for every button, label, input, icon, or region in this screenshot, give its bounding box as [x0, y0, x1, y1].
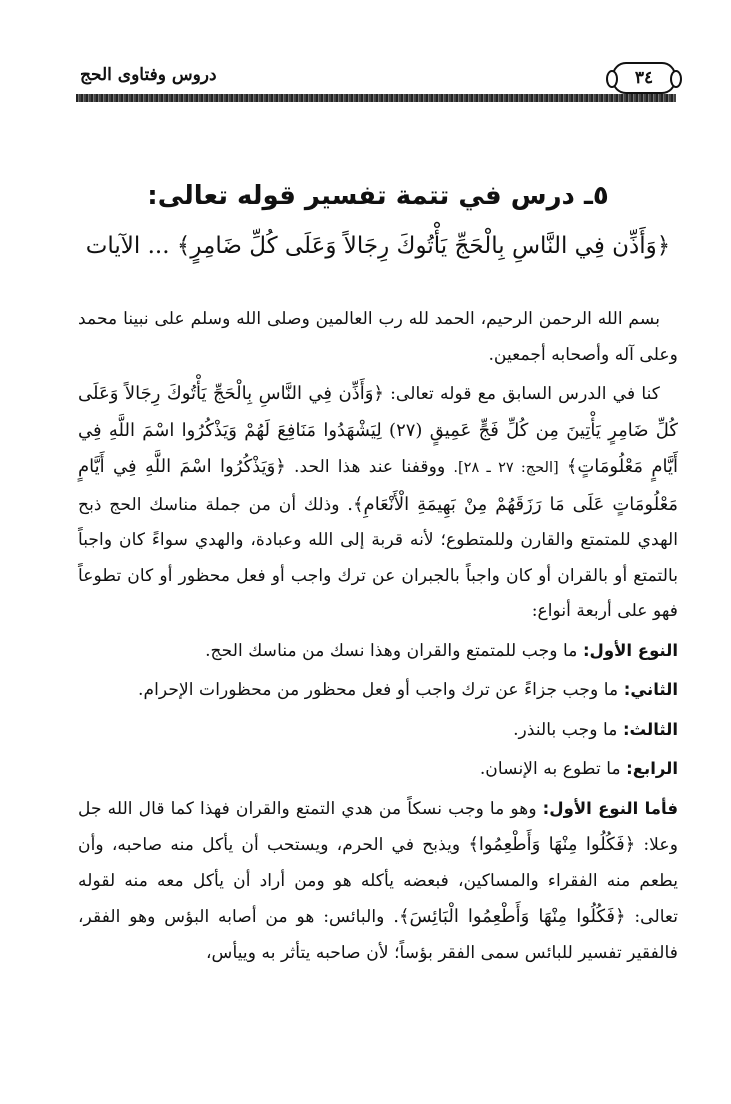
quran-verse: ﴿فَكُلُوا مِنْهَا وَأَطْعِمُوا﴾: [468, 834, 636, 855]
type-four-label: الرابع:: [626, 759, 678, 778]
type-one-label: النوع الأول:: [582, 640, 678, 660]
lesson-subtitle: [78, 226, 678, 266]
page-number: ٣٤: [612, 62, 676, 94]
p3-text1: وهو ما وجب نسكاً من هدي التمتع والقران فهذا كما قال الله جل وعلا:: [78, 798, 678, 855]
subtitle-verse: ﴿وَأَذِّن فِي النَّاسِ بِالْحَجِّ يَأْتُوكَ رِجَالاً وَعَلَى كُلِّ ضَامِرٍ﴾: [176, 233, 671, 259]
page-header: [76, 62, 676, 92]
type-four-text: ما تطوع به الإنسان.: [479, 759, 621, 779]
page-body: [78, 176, 678, 974]
paragraph-basmala: بسم الله الرحمن الرحيم، الحمد لله رب العالمين وصلى الله وسلم على نبينا محمد وعلى آله وأصحابه أجمعين.: [78, 309, 678, 365]
type-one-text: ما وجب للمتمتع والقران وهذا نسك من مناسك الحج.: [205, 640, 578, 661]
quran-verse: ﴿وَأَذِّن فِي النَّاسِ بِالْحَجِّ يَأْتُوكَ رِجَالاً وَعَلَى كُلِّ ضَامِرٍ يَأْتِينَ مِن كُلِّ فَجٍّ عَمِيقٍ (٢٧) لِيَشْهَدُوا مَنَافِعَ لَهُمْ وَيَذْكُرُوا اسْمَ اللَّهِ فِي أَيَّامٍ مَعْلُومَاتٍ﴾: [78, 383, 679, 477]
type-three-label: الثالث:: [622, 719, 678, 739]
paragraph-first-type: [78, 791, 678, 972]
p3-text3: والبائس: هو من أصابه البؤس وهو الفقر، فالفقير تفسير للبائس سمى الفقر بؤساً؛ لأن صاحبه يتأثر به وييأس،: [78, 907, 678, 963]
lesson-title: ٥ـ درس في تتمة تفسير قوله تعالى:: [147, 181, 609, 211]
p3-text2: ويذبح في الحرم، ويستحب أن يأكل منه صاحبه، وأن يطعم منه الفقراء والمساكين، فبعضه يأكله هو ومن أراد أن يأكل معه منه لقوله تعالى:: [78, 835, 679, 927]
p2-mid: ووقفنا عند هذا الحد.: [294, 457, 446, 477]
verse-reference: [الحج: ٢٧ ـ ٢٨].: [453, 460, 559, 476]
first-type-label: فأما النوع الأول:: [542, 798, 678, 818]
type-three: [78, 712, 678, 749]
header-divider: [76, 94, 676, 102]
type-two-text: ما وجب جزاءً عن ترك واجب أو فعل محظور من محظورات الإحرام.: [138, 680, 619, 700]
book-title: دروس وفتاوى الحج: [80, 65, 217, 85]
quran-verse: ﴿وَيَذْكُرُوا اسْمَ اللَّهِ فِي أَيَّامٍ مَعْلُومَاتٍ عَلَى مَا رَزَقَهُمْ مِنْ بَهِيمَةِ الْأَنْعَامِ﴾.: [78, 456, 679, 515]
type-one: [78, 633, 678, 670]
type-four: [78, 751, 678, 788]
quran-verse: ﴿فَكُلُوا مِنْهَا وَأَطْعِمُوا الْبَائِسَ﴾.: [393, 906, 626, 927]
type-two: [78, 672, 678, 709]
subtitle-tail: ... الآيات: [85, 233, 170, 259]
p2-rest: وذلك أن من جملة مناسك الحج ذبح الهدي للمتمتع والقارن وللمتطوع؛ لأنه قربة إلى الله وعبادة، والهدي سواءً كان واجباً بالتمتع أو بالقران أو كان واجباً بالجبران عن ترك واجب أو فعل محظور أو كان تطوعاً فهو على أربعة أنواع:: [78, 494, 678, 621]
type-two-label: الثاني:: [623, 680, 678, 699]
p2-intro: كنا في الدرس السابق مع قوله تعالى:: [390, 384, 660, 404]
paragraph-previous-lesson: [78, 376, 678, 630]
type-three-text: ما وجب بالنذر.: [513, 719, 618, 740]
